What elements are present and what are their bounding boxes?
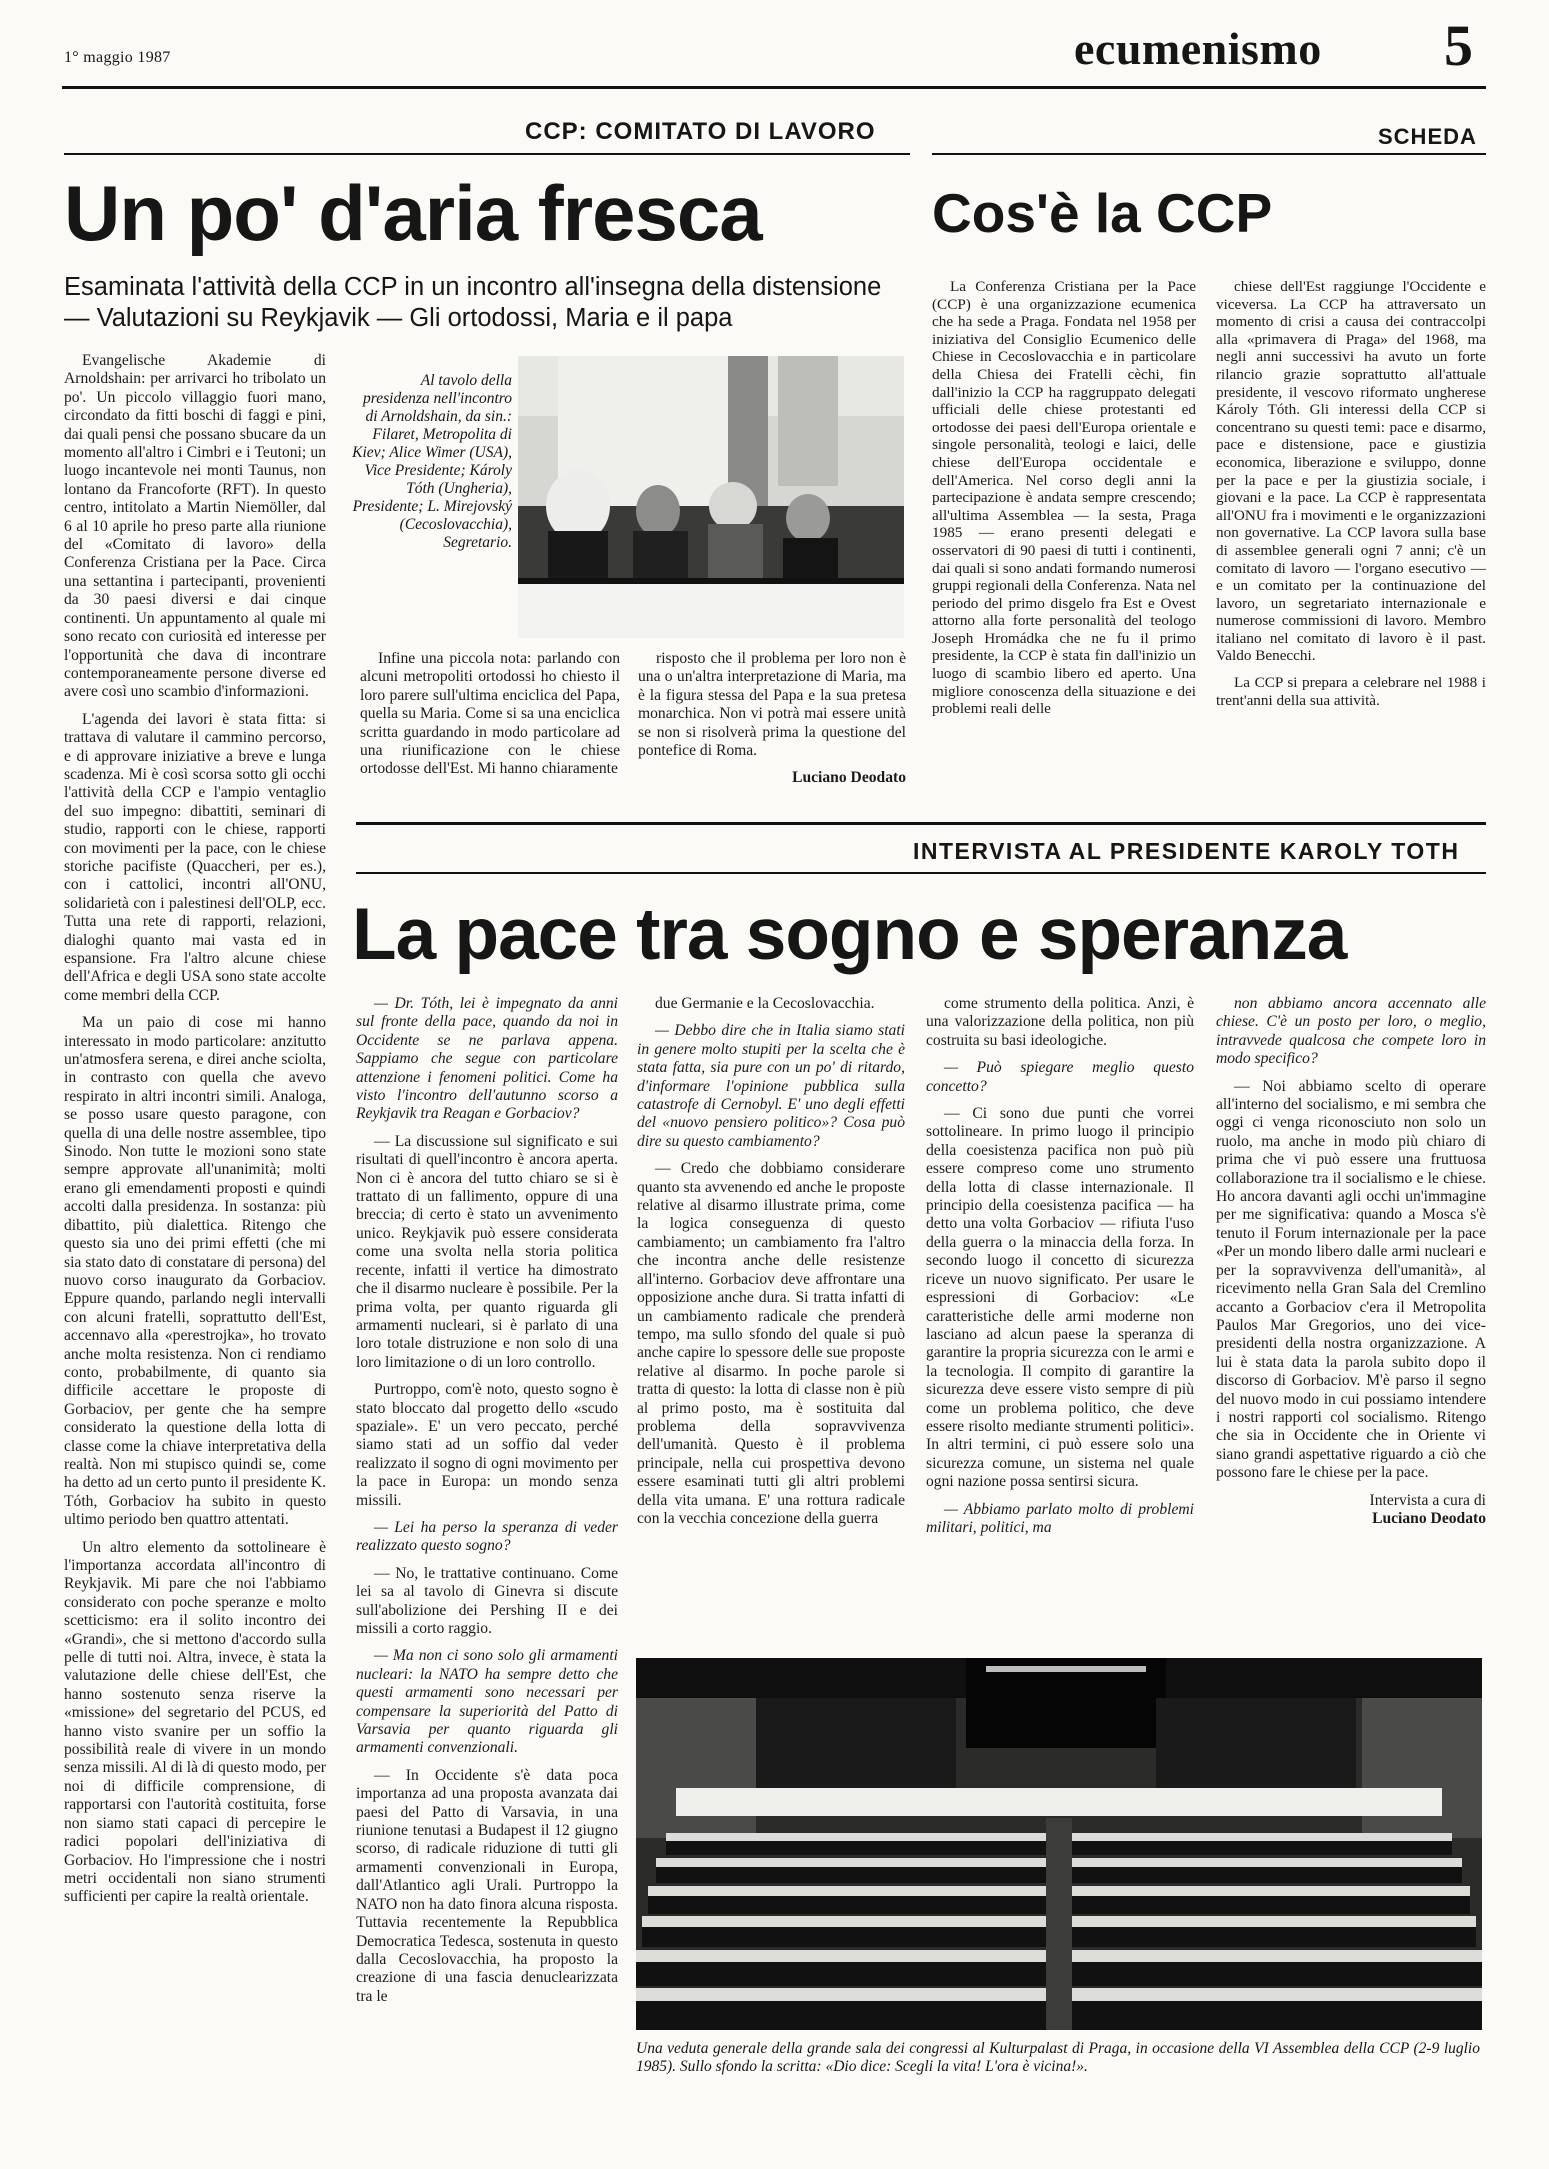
assembly-photo-caption: Una veduta generale della grande sala dei congressi al Kulturpalast di Praga, in occasione della VI Assemblea della CCP (2-9 luglio 1985). Sullo sfondo la scritta: «Dio dice: Scegli la vita! L'ora è vicina!». [636, 2040, 1480, 2075]
page-number: 5 [1444, 13, 1473, 78]
article-subtitle: Esaminata l'attività della CCP in un incontro all'insegna della distensione — Valutazioni su Reykjavik — Gli ortodossi, Maria e il papa [64, 273, 882, 332]
interview-credit-name: Luciano Deodato [1372, 1509, 1486, 1527]
paragraph: La CCP si prepara a celebrare nel 1988 i trent'anni della sua attività. [1216, 674, 1486, 709]
interview-answer: Purtroppo, com'è noto, questo sogno è stato bloccato dal progetto dello «scudo spaziale». E' un vero peccato, perché siamo stati ad un soffio dal veder realizzato il sogno di ogni movimento per la pace in Europa: un mondo senza missili. [356, 1381, 618, 1509]
paragraph: L'agenda dei lavori è stata fitta: si trattava di valutare il cammino percorso, e di approvare iniziative a breve e lunga scadenza. Mi è così scorsa sotto gli occhi l'attività della CCP e l'ampio ventaglio del suo impegno: dibattiti, seminari di studio, rapporti con le chiese, rapporti con movimenti per la pace, con le chiese storiche pacifiste (Quaccheri, per es.), con i cattolici, incontri all'ONU, solidarietà con i palestinesi dell'OLP, ecc. Tutta una rete di rapporti, relazioni, dialoghi quanto mai vasta ed in espansione. Fra l'altro alcune chiese dell'Africa e degli USA sono state accolte come membri della CCP. [64, 710, 326, 1004]
interview-question: — Ma non ci sono solo gli armamenti nucleari: la NATO ha sempre detto che questi armamenti sono necessari per compensare la superiorità del Patto di Varsavia per quanto riguarda gli armamenti convenzionali. [356, 1647, 618, 1757]
interview-answer: — In Occidente s'è data poca importanza ad una proposta avanzata dai paesi del Patto di Varsavia, in una riunione tenutasi a Budapest il 12 giugno scorso, di radicale riduzione di tutti gli armamenti convenzionali in Europa, dall'Atlantico agli Urali. Purtroppo la NATO non ha dato finora alcuna risposta. Tuttavia recentemente la Repubblica Democratica Tedesca, sostenuta in questo dalla Cecoslovacchia, ha proposto la creazione di una fascia denuclearizzata tra le [356, 1766, 618, 2005]
section-title: ecumenismo [1074, 23, 1322, 74]
interview-question: — Abbiamo parlato molto di problemi militari, politici, ma [926, 1500, 1194, 1536]
interview-credit-line: Intervista a cura di [1369, 1491, 1486, 1509]
article-kicker: CCP: COMITATO DI LAVORO [525, 118, 876, 145]
interview-question: — Può spiegare meglio questo concetto? [926, 1059, 1194, 1095]
interview-question: non abbiamo ancora accennato alle chiese. C'è un posto per loro, o meglio, intravvede qualcosa che compete loro in modo specifico? [1216, 995, 1486, 1068]
interview-answer: — Ci sono due punti che vorrei sottolineare. In primo luogo il principio della coesistenza pacifica non può più essere compreso come uno strumento della lotta di classe internazionale. Il principio della coesistenza pacifica — ha detto una volta Gorbaciov — rifiuta l'uso della guerra o la minaccia della forza. In secondo luogo il concetto di sicurezza riceve un nuovo significato. Per usare le espressioni di Gorbaciov: «Le caratteristiche delle armi moderne non lasciano ad alcun paese la speranza di garantire la propria sicurezza con le armi e la tecnologia. Il compito di garantire la sicurezza deve essere visto sempre di più come un problema politico, che deve essere risolto mediante strumenti politici». In altri termini, ci può essere solo una sicurezza comune, un sistema nel quale ogni nazione possa sentirsi sicura. [926, 1105, 1194, 1491]
paragraph: chiese dell'Est raggiunge l'Occidente e viceversa. La CCP ha attraversato un momento di crisi a causa dei contraccolpi alla «primavera di Praga» del 1968, ma negli anni successivi ha avuto un forte rilancio grazie soprattutto all'attuale presidente, il vescovo riformato ungherese Károly Tóth. Gli interessi della CCP si concentrano su questi temi: pace e disarmo, pace e distensione, pace e giustizia economica, liberazione e sviluppo, donne per la pace e per la giustizia sociale, i giovani e la pace. La CCP è rappresentata all'ONU fra i movimenti e le organizzazioni non governative. La CCP lavora sulla base di assemblee generali ogni 7 anni; c'è un comitato di lavoro — l'organo esecutivo — e un comitato per la continuazione del lavoro, un segretariato internazionale e numerose commissioni di lavoro. Membro italiano nel comitato di lavoro è il past. Valdo Benecchi. [1216, 278, 1486, 665]
kicker-rule [64, 153, 910, 155]
interview-answer: due Germanie e la Cecoslovacchia. [655, 995, 875, 1012]
interview-column-2 [637, 995, 905, 1537]
interview-question: — Debbo dire che in Italia siamo stati in genere molto stupiti per la scelta che è stata fatta, sia pure con un po' di ritardo, d'informare l'opinione pubblica sulla catastrofe di Cernobyl. E' uno degli effetti del «nuovo pensiero politico»? Cosa può dire su questo cambiamento? [637, 1022, 905, 1150]
paragraph: La Conferenza Cristiana per la Pace (CCP) è una organizzazione ecumenica che ha sede a Praga. Fondata nel 1958 per iniziativa del Consiglio Ecumenico delle Chiese in Cecoslovacchia e in particolare della Chiesa dei Fratelli cèchi, fin dall'inizio la CCP ha raggruppato delegati ufficiali delle chiese protestanti ed ortodosse dei paesi dell'Europa orientale e singole personalità, teologi e laici, delle chiese dell'Europa occidentale e dell'America. Nel corso degli anni la partecipazione è andata sempre crescendo; all'ultima Assemblea — la sesta, Praga 1985 — erano presenti delegati e osservatori di 90 paesi di tutti i continenti, dai quali si sono andati formando numerosi gruppi regionali della Conferenza. Nata nel periodo del primo disgelo fra Est e Ovest attorno alla forte personalità del teologo Joseph Hromádka che ne fu il primo presidente, la CCP è stata fin dall'inizio un luogo di scambio libero ed aperto. Una migliore conoscenza della situazione e dei problemi reali delle [932, 278, 1196, 718]
photo-caption: Al tavolo della presidenza nell'incontro di Arnoldshain, da sin.: Filaret, Metropolita di Kiev; Alice Wimer (USA), Vice Presidente; Károly Tóth (Ungheria), Presidente; L. Mirejovský (Cecoslovacchia), Segretario. [352, 372, 512, 551]
interview-answer: — No, le trattative continuano. Come lei sa al tavolo di Ginevra si discute sull'abolizione dei Pershing II e dei missili a corto raggio. [356, 1564, 618, 1637]
interview-question: — Lei ha perso la speranza di veder realizzato questo sogno? [356, 1518, 618, 1555]
interview-question: — Dr. Tóth, lei è impegnato da anni sul fronte della pace, quando da noi in Occidente se ne parlava appena. Sappiamo che segue con particolare attenzione i fenomeni politici. Come ha visto l'incontro dell'autunno scorso a Reykjavik tra Reagan e Gorbaciov? [356, 995, 618, 1123]
interview-answer: come strumento della politica. Anzi, è una valorizzazione della politica, non più costruita su basi ideologiche. [926, 995, 1194, 1049]
presidency-table-photo [518, 356, 904, 638]
interview-column-4 [1216, 995, 1486, 1528]
header-rule [62, 86, 1486, 89]
scheda-column-2 [1216, 278, 1486, 718]
interview-answer: — Credo che dobbiamo considerare quanto sta avvenendo ed anche le proposte relative al disarmo illustrate prima, come la logica conseguenza di questo cambiamento; un cambiamento fra l'altro che incontra anche delle resistenze all'interno. Gorbaciov deve affrontare una opposizione anche dura. Si tratta infatti di un cambiamento radicale che prenderà tempo, ma sullo sfondo del quale si può anche capire lo spessore delle sue proposte relative al disarmo. In poche parole si tratta di questo: la lotta di classe non è più al primo posto, ma è sostituita dal problema della sopravvivenza dell'umanità. Questo è il problema principale, nella cui prospettiva devono essere esaminati tutti gli altri problemi della vita umana. E' una rottura radicale con la vecchia concezione della guerra [637, 1160, 905, 1527]
paragraph: Evangelische Akademie di Arnoldshain: per arrivarci ho tribolato un po'. Un piccolo villaggio fuori mano, circondato da fitti boschi di faggi e pini, dai quali pensi che possano sbucare da un momento all'altro i Cimbri e i Teutoni; un luogo incantevole nei monti Taunus, non lontano da Francoforte (RFT). In questo centro, intitolato a Martin Niemöller, dal 6 al 10 aprile ho preso parte alla riunione del «Comitato di lavoro» della Conferenza Cristiana per la Pace. Circa una settantina i partecipanti, provenienti da 30 paesi diversi e dai cinque continenti. Un appuntamento al quale mi sono recato con curiosità ed interesse per l'opportunità che dava di incontrare contemporaneamente persone diverse ed avere così uno scambio d'informazioni. [64, 352, 326, 701]
paragraph: Infine una piccola nota: parlando con alcuni metropoliti ortodossi ho chiesto il loro parere sull'ultima enciclica del Papa, quella su Maria. Come si sa una enciclica scritta guardando in modo particolare ad una riunificazione con le chiese ortodosse dell'Est. Mi hanno chiaramente [360, 650, 620, 778]
interview-column-1 [356, 995, 618, 2015]
scheda-rule [932, 153, 1486, 155]
article-title: Un po' d'aria fresca [64, 169, 762, 257]
scheda-title: Cos'è la CCP [932, 182, 1273, 244]
interview-answer: — La discussione sul significato e sui risultati di quell'incontro è ancora aperta. Non ci è ancora del tutto chiaro se si è trattato di un fallimento, oppure di una breccia; di certo è stato un avvenimento unico. Reykjavik può essere considerata come una svolta nella storia politica recente, infatti il vertice ha dimostrato che il disarmo nucleare è possibile. Per la prima volta, per quanto riguarda gli armamenti nucleari, si è parlato di una loro totale distruzione e non solo di una loro limitazione o di un loro controllo. [356, 1132, 618, 1371]
page-date: 1° maggio 1987 [64, 49, 171, 66]
paragraph: risposto che il problema per loro non è una o un'altra interpretazione di Maria, ma è la figura stessa del Papa e la sua pretesa monarchica. Non vi potrà mai essere unità se non si risolverà prima la questione del pontefice di Roma. [638, 650, 906, 760]
assembly-hall-photo [636, 1658, 1482, 2030]
scheda-kicker: SCHEDA [1378, 124, 1477, 149]
article-column-1 [64, 352, 326, 1916]
interview-answer: — Noi abbiamo scelto di operare all'interno del socialismo, e mi sembra che oggi ci venga riconosciuto non solo un ruolo, ma anche in modo più chiaro di prima che vi può essere una fruttuosa collaborazione tra il socialismo e le chiese. Ho ancora davanti agli occhi un'immagine per me significativa: quando a Mosca s'è tenuto il Forum internazionale per la pace «Per un mondo libero dalle armi nucleari e per la sopravvivenza dell'umanità», al ricevimento nella Gran Sala del Cremlino accanto a Gorbaciov c'era il Metropolita Paulos Mar Gregorios, uno dei vice-presidenti della nostra organizzazione. A lui è stata data la parola subito dopo il discorso di Gorbaciov. M'è parso il segno del nuovo modo in cui possiamo intendere i nostri rapporti col socialismo. Ritengo che sia in Occidente che in Oriente vi siano grandi aspettative riguardo a ciò che possono fare le chiese per la pace. [1216, 1077, 1486, 1482]
scheda-column-1 [932, 278, 1196, 727]
article-column-2 [360, 650, 620, 788]
interview-title: La pace tra sogno e speranza [352, 894, 1347, 975]
paragraph: Ma un paio di cose mi hanno interessato in modo particolare: anzitutto un'atmosfera serena, e direi anche sciolta, in contrasto con quella che avevo respirato in altri incontri simili. Analoga, se posso usare questo paragone, con quella di una delle nostre assemblee, tipo Sinodo. Non tutte le mozioni sono state sempre approvate all'unanimità; molti erano gli emendamenti proposti e quindi accolti dalla presidenza. In sostanza: più dibattito, più dialettica. Ritengo che questo sia uno dei primi effetti (che mi sia stato dato di constatare di persona) del nuovo corso inaugurato da Gorbaciov. Eppure quando, parlando negli intervalli con alcuni fratelli, soprattutto dell'Est, accennavo alla «perestrojka», ho trovato anche molta resistenza. Non ci rendiamo conto, probabilmente, di quanto sia difficile accettare le proposte di Gorbaciov, per gente che ha sempre considerato la questione della lotta di classe come la chiave interpretativa della realtà. Non mi stupisco quindi se, come ha detto ad un certo punto il presidente K. Tóth, Gorbaciov ha subito in questo ultimo periodo ben quattro attentati. [64, 1014, 326, 1529]
article-author: Luciano Deodato [792, 769, 906, 787]
interview-column-3 [926, 995, 1194, 1546]
interview-kicker: INTERVISTA AL PRESIDENTE KAROLY TOTH [913, 838, 1460, 864]
paragraph: Un altro elemento da sottolineare è l'importanza accordata all'incontro di Reykjavik. Mi pare che noi l'abbiamo considerato con poche speranze e molto scetticismo: era il solito incontro dei «Grandi», che si mettono d'accordo sulla pelle di tutti noi. Altra, invece, è stata la valutazione delle chiese dell'Est, che hanno sostenuto senza riserve la «missione» del segretario del PCUS, ed hanno visto svanire per un soffio la possibilità reale di vivere in un mondo senza missili. Al di là di questo modo, per noi di difficile comprensione, di rapportarsi con l'autorità costituita, forse non siamo stati capaci di percepire le radici popolari dell'iniziativa di Gorbaciov. Ho l'impressione che i nostri metri occidentali non siano strumenti sufficienti per capire la realtà orientale. [64, 1538, 326, 1906]
article-column-3 [638, 650, 906, 797]
interview-top-rule [356, 822, 1486, 825]
interview-kicker-rule [356, 872, 1486, 874]
